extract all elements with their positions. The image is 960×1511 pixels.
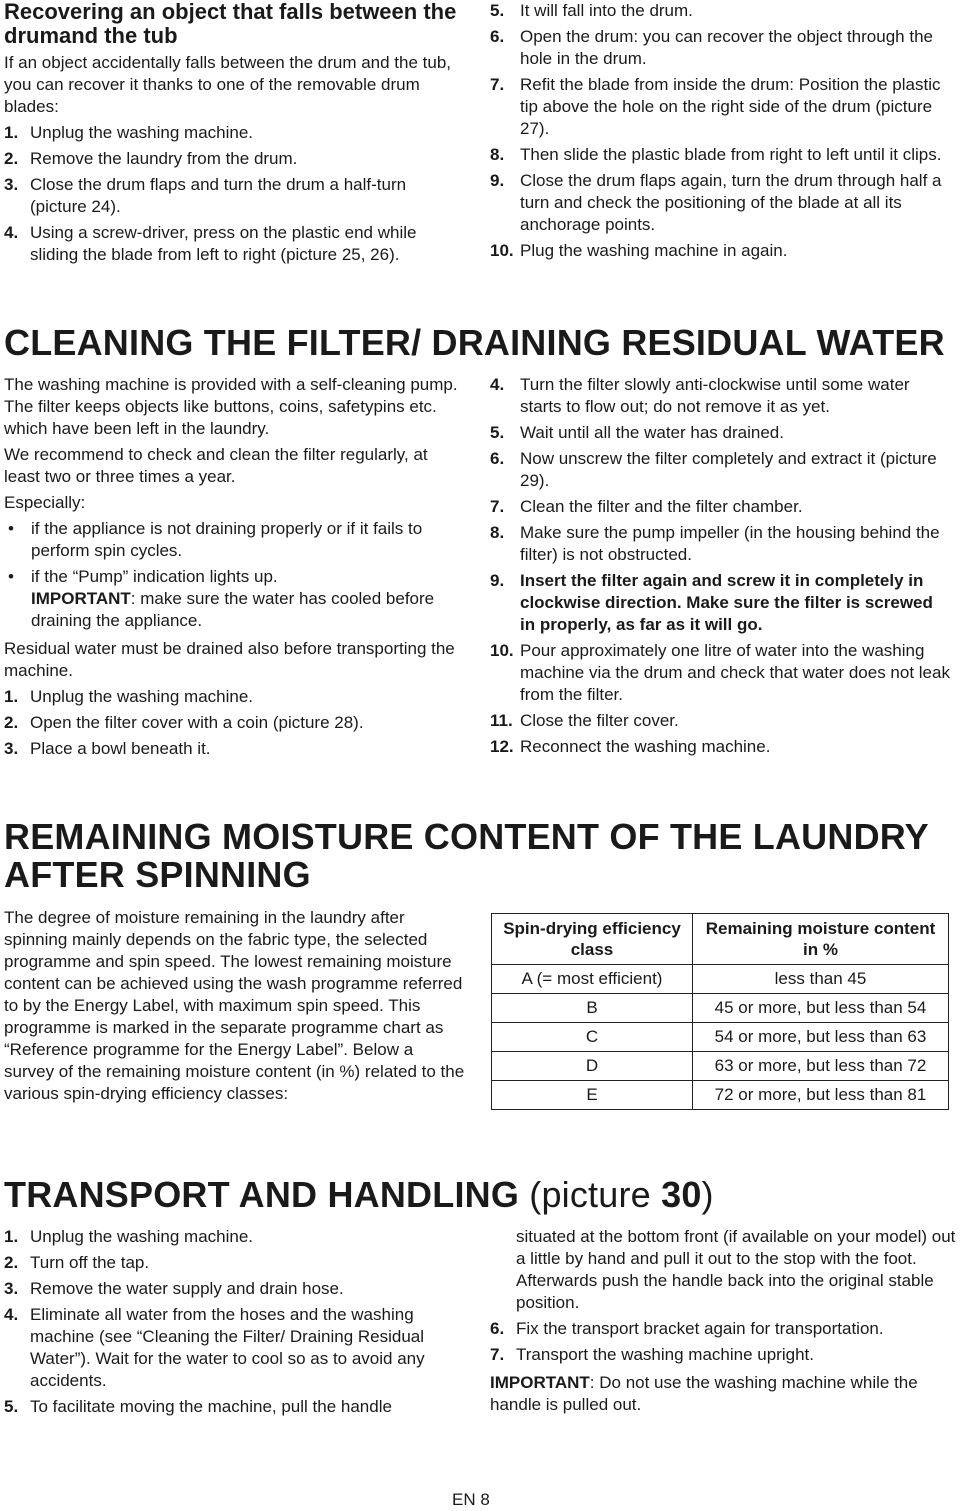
step-text: It will fall into the drum. xyxy=(520,1,693,20)
list-item xyxy=(4,1226,470,1248)
filter-title: CLEANING THE FILTER/ DRAINING RESIDUAL WATER xyxy=(4,322,945,363)
transport-steps-right xyxy=(490,1318,956,1366)
table-header: Remaining moisture content in % xyxy=(693,914,949,965)
step-number: 9. xyxy=(490,171,505,190)
table-cell: E xyxy=(492,1081,693,1110)
bullet-icon: • xyxy=(8,567,14,586)
list-item xyxy=(4,566,466,632)
filter-left-column xyxy=(4,374,466,760)
table-row xyxy=(492,994,949,1023)
step-number: 8. xyxy=(490,523,505,542)
step-number: 2. xyxy=(4,149,19,168)
step-text: Plug the washing machine in again. xyxy=(520,241,788,260)
table-cell: 63 or more, but less than 72 xyxy=(693,1052,949,1081)
list-item xyxy=(4,222,466,266)
table-row xyxy=(492,965,949,994)
step-number: 4. xyxy=(4,1305,19,1324)
step-number: 5. xyxy=(4,1397,19,1416)
filter-paragraph-3: Especially: xyxy=(4,493,86,512)
list-item xyxy=(4,1396,470,1418)
table-cell: A (= most efficient) xyxy=(492,965,693,994)
filter-steps-right xyxy=(490,374,952,758)
step-text: Remove the water supply and drain hose. xyxy=(30,1279,344,1298)
list-item xyxy=(490,736,952,758)
page-number: EN 8 xyxy=(452,1490,490,1509)
step-text: Make sure the pump impeller (in the housing behind the filter) is not obstructed. xyxy=(520,523,940,564)
list-item xyxy=(4,148,466,170)
bullet-text: if the “Pump” indication lights up. xyxy=(31,567,278,586)
table-cell: B xyxy=(492,994,693,1023)
step-number: 9. xyxy=(490,571,505,590)
step-text: Pour approximately one litre of water into the washing machine via the drum and check that water does not leak from the filter. xyxy=(520,641,950,704)
step-number: 7. xyxy=(490,1345,505,1364)
list-item xyxy=(490,0,952,22)
list-item xyxy=(490,1318,956,1340)
recover-steps-right xyxy=(490,0,952,262)
important-label: IMPORTANT xyxy=(490,1373,590,1392)
step-number: 1. xyxy=(4,1227,19,1246)
step-text: Unplug the washing machine. xyxy=(30,1227,254,1246)
bullet-text: if the appliance is not draining properly or if it fails to perform spin cycles. xyxy=(31,519,423,560)
step-text: Unplug the washing machine. xyxy=(30,123,254,142)
table-cell: 54 or more, but less than 63 xyxy=(693,1023,949,1052)
transport-title-suffix-end: ) xyxy=(701,1174,714,1215)
step-number: 2. xyxy=(4,1253,19,1272)
list-item xyxy=(4,122,466,144)
list-item xyxy=(4,1304,470,1392)
table-cell: D xyxy=(492,1052,693,1081)
filter-paragraph-1: The washing machine is provided with a self-cleaning pump. The filter keeps objects like buttons, coins, safetypins etc. which have been left in the laundry. xyxy=(4,375,458,438)
list-item xyxy=(4,1252,470,1274)
list-item xyxy=(490,448,952,492)
moisture-paragraph: The degree of moisture remaining in the laundry after spinning mainly depends on the fabric type, the selected programme and spin speed. The lowest remaining moisture content can be achieved using the wash programme referred to by the Energy Label, with maximum spin speed. This programme is marked in the separate programme chart as “Reference programme for the Energy Label”. Below a survey of the remaining moisture content (in %) related to the various spin-drying efficiency classes: xyxy=(4,908,465,1103)
list-item xyxy=(490,240,952,262)
filter-paragraph-4: Residual water must be drained also before transporting the machine. xyxy=(4,639,455,680)
transport-title-suffix: (picture xyxy=(529,1174,662,1215)
step-text: Turn the filter slowly anti-clockwise until some water starts to flow out; do not remove it as yet. xyxy=(520,375,910,416)
step-number: 11. xyxy=(490,711,513,730)
step-text: Turn off the tap. xyxy=(30,1253,150,1272)
list-item xyxy=(4,1278,470,1300)
step-number: 6. xyxy=(490,1319,505,1338)
list-item xyxy=(490,640,952,706)
moisture-table xyxy=(491,913,949,1110)
step-text: Wait until all the water has drained. xyxy=(520,423,784,442)
step-text: Place a bowl beneath it. xyxy=(30,739,211,758)
step-text: Close the filter cover. xyxy=(520,711,679,730)
step-text: Unplug the washing machine. xyxy=(30,687,254,706)
transport-right-column xyxy=(490,1226,956,1416)
transport-important xyxy=(490,1372,956,1416)
step-number: 8. xyxy=(490,145,505,164)
list-item xyxy=(490,144,952,166)
recover-title: Recovering an object that falls between the drumand the tub xyxy=(4,0,457,48)
list-item xyxy=(4,174,466,218)
step-number: 5. xyxy=(490,423,505,442)
step-number: 3. xyxy=(4,739,19,758)
filter-bullets xyxy=(4,518,466,632)
table-header: Spin-drying efficiency class xyxy=(492,914,693,965)
recover-section xyxy=(4,0,466,266)
list-item xyxy=(490,374,952,418)
step-number: 2. xyxy=(4,713,19,732)
step-number: 6. xyxy=(490,449,505,468)
table-row xyxy=(492,1052,949,1081)
recover-steps-right-column xyxy=(490,0,952,262)
step-text: Eliminate all water from the hoses and the washing machine (see “Cleaning the Filter/ Draining Residual Water”). Wait for the water to cool so as to avoid any accidents. xyxy=(30,1305,425,1390)
step-number: 10. xyxy=(490,241,514,260)
step-text: Reconnect the washing machine. xyxy=(520,737,771,756)
list-item xyxy=(490,1344,956,1366)
list-item xyxy=(490,496,952,518)
step-number: 5. xyxy=(490,1,505,20)
step-number: 4. xyxy=(4,223,19,242)
step-text: Insert the filter again and screw it in completely in clockwise direction. Make sure the filter is screwed in properly, as far as it will go. xyxy=(520,571,933,634)
list-item xyxy=(490,74,952,140)
list-item xyxy=(490,170,952,236)
list-item xyxy=(4,686,466,708)
step-text: Clean the filter and the filter chamber. xyxy=(520,497,803,516)
transport-title-number: 30 xyxy=(661,1174,702,1215)
step-text: Open the drum: you can recover the object through the hole in the drum. xyxy=(520,27,933,68)
list-item xyxy=(490,522,952,566)
step-text: Close the drum flaps again, turn the drum through half a turn and check the positioning of the blade at all its anchorage points. xyxy=(520,171,942,234)
step-text: Close the drum flaps and turn the drum a half-turn (picture 24). xyxy=(30,175,407,216)
important-text: : Do not use the washing machine while the handle is pulled out. xyxy=(490,1373,918,1414)
step-number: 7. xyxy=(490,497,505,516)
list-item xyxy=(490,422,952,444)
transport-title-text: TRANSPORT AND HANDLING xyxy=(4,1174,520,1215)
bullet-icon: • xyxy=(8,519,14,538)
table-cell: C xyxy=(492,1023,693,1052)
transport-left-column xyxy=(4,1226,470,1418)
filter-paragraph-2: We recommend to check and clean the filter regularly, at least two or three times a year. xyxy=(4,445,428,486)
filter-right-column xyxy=(490,374,952,758)
step-number: 1. xyxy=(4,123,19,142)
table-header-row xyxy=(492,914,949,965)
step-number: 3. xyxy=(4,1279,19,1298)
step-number: 3. xyxy=(4,175,19,194)
step-text: Fix the transport bracket again for transportation. xyxy=(516,1319,884,1338)
list-item xyxy=(490,710,952,732)
transport-title xyxy=(4,1176,954,1214)
transport-steps-left xyxy=(4,1226,470,1418)
recover-steps-left xyxy=(4,122,466,266)
step-text: Using a screw-driver, press on the plastic end while sliding the blade from left to right (picture 25, 26). xyxy=(30,223,417,264)
moisture-table-wrap xyxy=(491,913,949,1110)
list-item xyxy=(4,518,466,562)
important-text: : make sure the water has cooled before draining the appliance. xyxy=(31,589,435,630)
moisture-text-column xyxy=(4,907,466,1105)
step-text: Now unscrew the filter completely and extract it (picture 29). xyxy=(520,449,937,490)
step-text: Open the filter cover with a coin (picture 28). xyxy=(30,713,364,732)
step-text: Refit the blade from inside the drum: Position the plastic tip above the hole on the right side of the drum (picture 27). xyxy=(520,75,941,138)
table-cell: 72 or more, but less than 81 xyxy=(693,1081,949,1110)
list-item xyxy=(4,712,466,734)
filter-steps-left xyxy=(4,686,466,760)
step-text: Then slide the plastic blade from right to left until it clips. xyxy=(520,145,942,164)
list-item xyxy=(4,738,466,760)
step-number: 6. xyxy=(490,27,505,46)
step-number: 12. xyxy=(490,737,514,756)
transport-continued: situated at the bottom front (if available on your model) out a little by hand and pull it out to the stop with the foot. Afterwards push the handle back into the original stable position. xyxy=(516,1227,956,1312)
table-row xyxy=(492,1023,949,1052)
step-text: Transport the washing machine upright. xyxy=(516,1345,814,1364)
important-label: IMPORTANT xyxy=(31,589,131,608)
list-item xyxy=(490,26,952,70)
table-cell: less than 45 xyxy=(693,965,949,994)
table-row xyxy=(492,1081,949,1110)
step-number: 10. xyxy=(490,641,514,660)
step-text: To facilitate moving the machine, pull the handle xyxy=(30,1397,392,1416)
recover-intro: If an object accidentally falls between the drum and the tub, you can recover it thanks to one of the removable drum blades: xyxy=(4,53,451,116)
step-number: 4. xyxy=(490,375,505,394)
step-number: 7. xyxy=(490,75,505,94)
moisture-title: REMAINING MOISTURE CONTENT OF THE LAUNDRY AFTER SPINNING xyxy=(4,816,929,895)
table-cell: 45 or more, but less than 54 xyxy=(693,994,949,1023)
step-text: Remove the laundry from the drum. xyxy=(30,149,298,168)
list-item xyxy=(490,570,952,636)
step-number: 1. xyxy=(4,687,19,706)
